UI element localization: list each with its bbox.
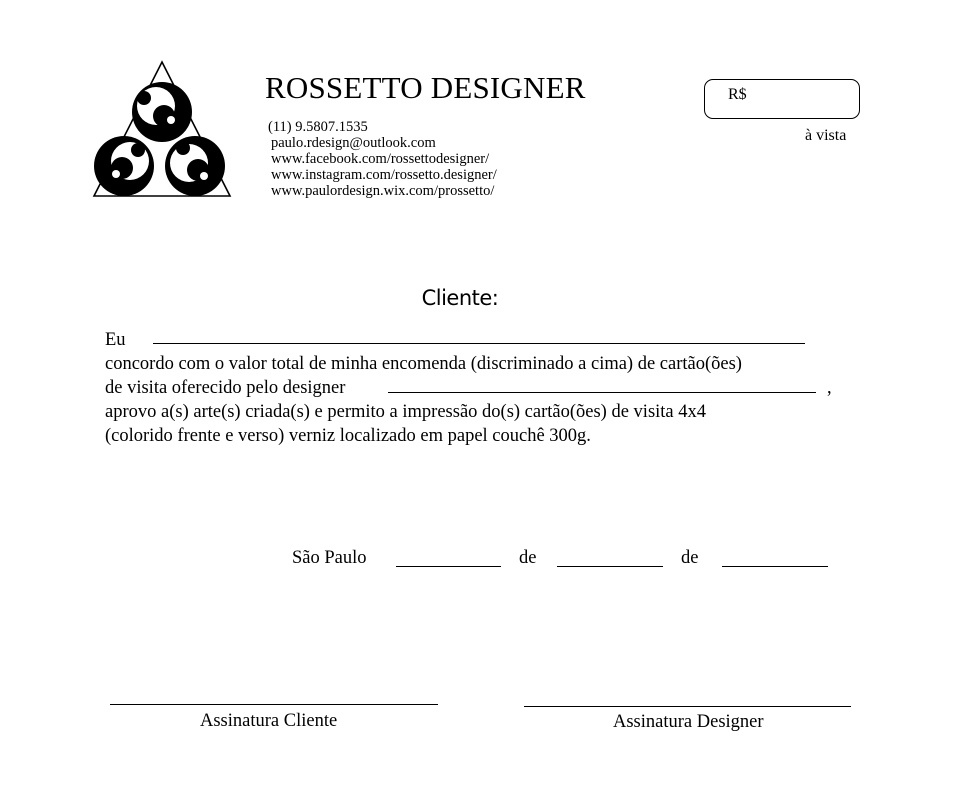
date-row: [0, 548, 980, 578]
section-title: Cliente:: [421, 286, 499, 310]
city-label: São Paulo: [292, 548, 367, 568]
comma: ,: [827, 378, 832, 398]
triple-spiral-triangle-logo-icon: [92, 60, 232, 202]
date-separator-1: de: [519, 548, 537, 568]
contact-block: [268, 119, 497, 199]
name-prefix: Eu: [105, 330, 126, 350]
client-name-line[interactable]: [153, 343, 805, 344]
day-line[interactable]: [396, 566, 501, 567]
client-signature-line[interactable]: [110, 704, 438, 705]
contact-facebook: www.facebook.com/rossettodesigner/: [271, 151, 490, 167]
designer-signature-line[interactable]: [524, 706, 851, 707]
agreement-line-5: (colorido frente e verso) verniz localizado em papel couchê 300g.: [105, 426, 591, 446]
designer-name-line[interactable]: [388, 392, 816, 393]
agreement-line-4: aprovo a(s) arte(s) criada(s) e permito a impressão do(s) cartão(ões) de visita 4x4: [105, 402, 707, 422]
designer-prefix: de visita oferecido pelo designer: [105, 378, 346, 398]
payment-terms: à vista: [805, 127, 847, 144]
company-name: ROSSETTO DESIGNER: [265, 70, 586, 105]
agreement-line-2: concordo com o valor total de minha encomenda (discriminado a cima) de cartão(ões): [105, 354, 742, 374]
date-separator-2: de: [681, 548, 699, 568]
year-line[interactable]: [722, 566, 828, 567]
agreement-text: [105, 328, 865, 458]
currency-label: R$: [728, 86, 747, 103]
contact-instagram: www.instagram.com/rossetto.designer/: [271, 167, 497, 183]
contact-email: paulo.rdesign@outlook.com: [271, 135, 436, 151]
client-signature-label: Assinatura Cliente: [200, 711, 338, 731]
contact-phone: (11) 9.5807.1535: [268, 119, 368, 135]
price-field[interactable]: [704, 79, 860, 119]
contact-website: www.paulordesign.wix.com/prossetto/: [271, 183, 495, 199]
designer-signature-label: Assinatura Designer: [613, 712, 764, 732]
month-line[interactable]: [557, 566, 663, 567]
